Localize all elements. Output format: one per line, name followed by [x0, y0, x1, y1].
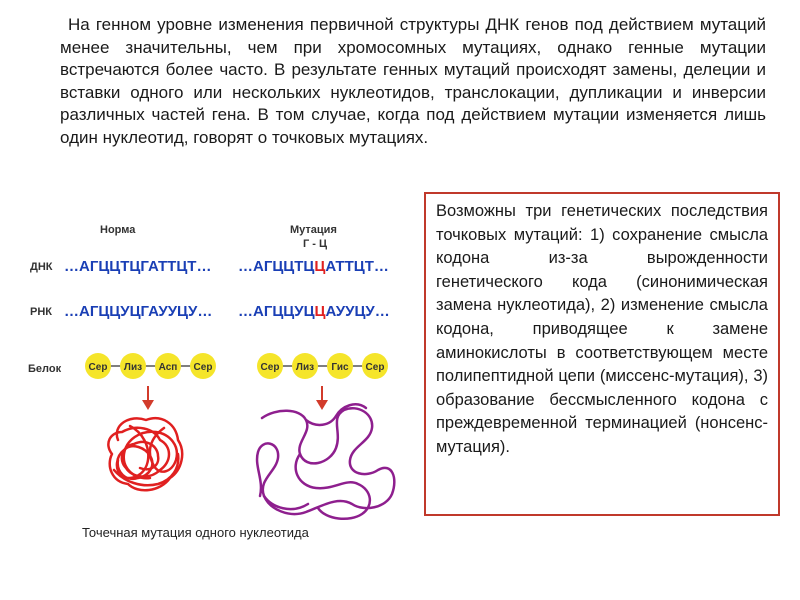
down-arrow-icon [142, 386, 154, 410]
mutant-dna-sequence: …АГЦЦТЦЦАТТЦТ… [238, 258, 389, 275]
consequences-text: Возможны три генетических последствия точковых мутаций: 1) сохранение смысла кодона из-за вырожденности генетического кода (синонимическая замена нуклеотида), 2) изменение смысла кодона, приводящее к замене аминокислоты в соответствующем месте полипептидной цепи (миссенс-мутация), 3) образование бессмысленного кодона с преждевременной терминацией (нонсенс-мутация). [436, 202, 768, 456]
amino-acid-label: Сер [260, 362, 280, 373]
amino-acid-label: Сер [193, 362, 213, 373]
mutant-peptide-chain [257, 353, 388, 379]
normal-peptide-chain [85, 353, 216, 379]
mutant-rna-sequence: …АГЦЦУЦЦАУУЦУ… [238, 303, 390, 320]
figure-caption: Точечная мутация одного нуклеотида [82, 525, 309, 540]
amino-acid-label: Гис [331, 362, 349, 373]
amino-acid-label: Асп [158, 362, 178, 373]
rna-label: РНК [30, 306, 52, 318]
norm-header: Норма [100, 224, 136, 236]
normal-rna-sequence: …АГЦЦУЦГАУУЦУ… [64, 303, 213, 320]
mutated-nucleotide: Ц [314, 303, 326, 320]
normal-dna-sequence: …АГЦЦТЦГАТТЦТ… [64, 258, 212, 275]
mutation-substitution: Г - Ц [303, 238, 328, 250]
mutation-header: Мутация [290, 224, 337, 236]
amino-acid-label: Лиз [295, 362, 315, 373]
mutated-nucleotide: Ц [314, 258, 326, 275]
dna-label: ДНК [30, 261, 53, 273]
amino-acid-label: Лиз [123, 362, 143, 373]
mutation-figure [0, 0, 420, 560]
mutant-misfolded-protein [257, 404, 394, 519]
intro-paragraph: На генном уровне изменения первичной структуры ДНК генов под действием мутаций менее значительны, чем при хромосомных мутациях, однако генные мутации встречаются более часто. В результате генных мутаций происходят замены, делеции и вставки одного или нескольких нуклеотидов, транслокации, дупликации и инверсии различных частей гена. В том случае, когда под действием мутации изменяется лишь один нуклеотид, говорят о точковых мутациях. [60, 15, 766, 147]
amino-acid-label: Сер [365, 362, 385, 373]
consequences-box [424, 192, 780, 516]
protein-label: Белок [28, 363, 62, 375]
normal-folded-protein [108, 418, 182, 490]
amino-acid-label: Сер [88, 362, 108, 373]
down-arrow-icon [316, 386, 328, 410]
